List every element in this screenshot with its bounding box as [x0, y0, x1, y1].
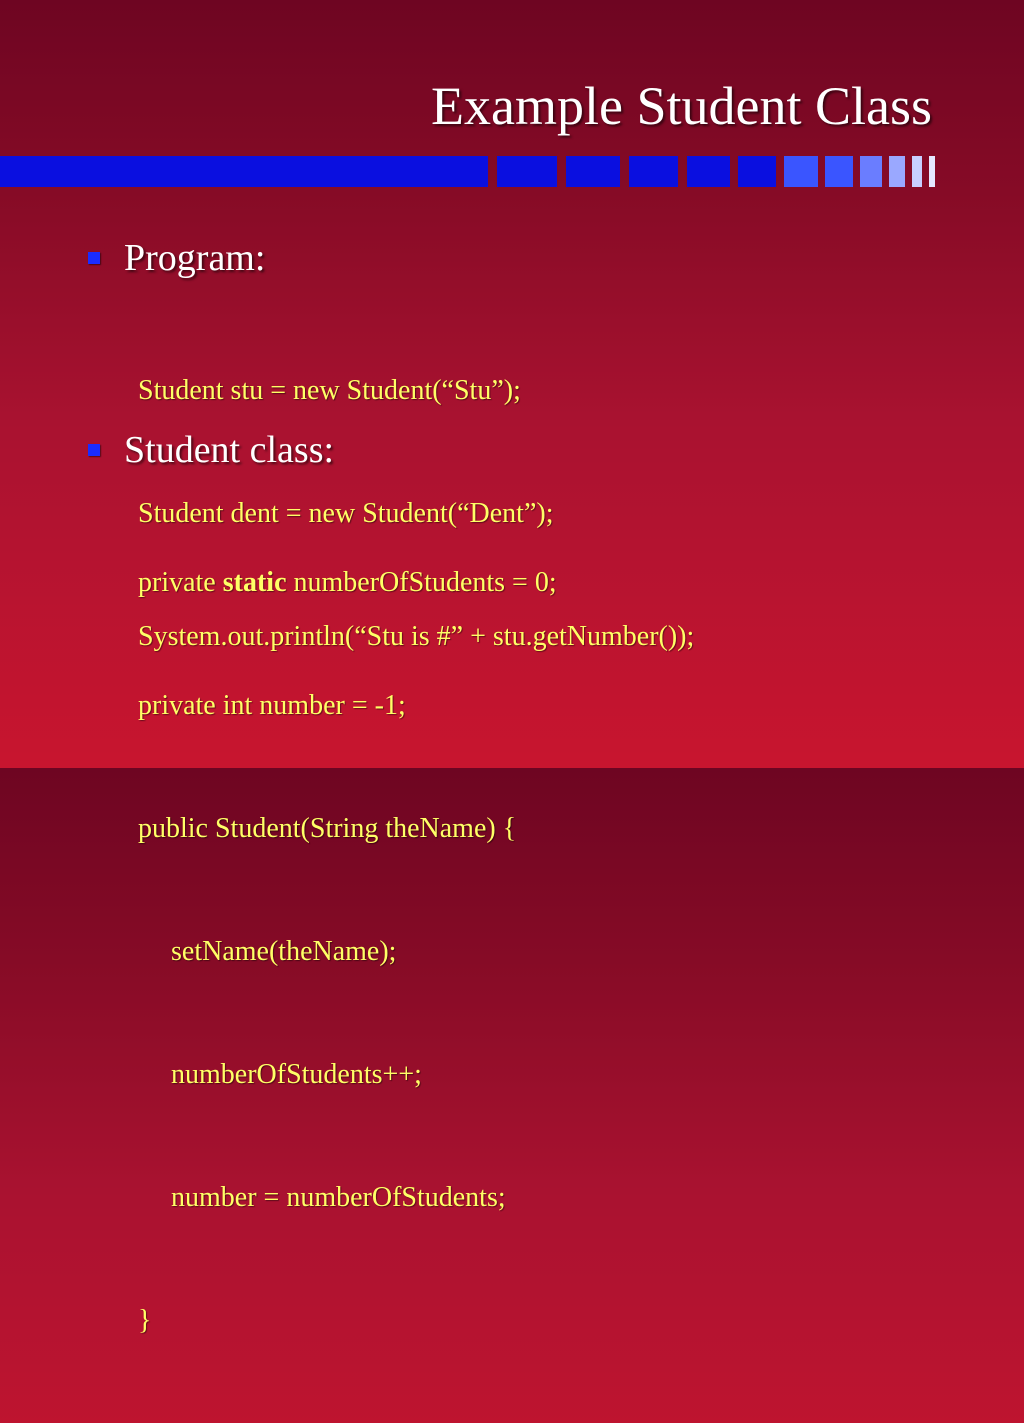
code-text: private — [138, 567, 223, 598]
code-line: Student stu = new Student(“Stu”); — [138, 375, 521, 406]
bar-segment — [738, 156, 776, 187]
code-text: numberOfStudents = 0; — [286, 567, 557, 598]
bar-segment — [497, 156, 557, 187]
slide-title: Example Student Class — [431, 76, 932, 136]
bar-segment — [0, 156, 488, 187]
code-line: Student dent = new Student(“Dent”); — [138, 498, 554, 529]
bar-segment — [687, 156, 730, 187]
bar-segment — [860, 156, 882, 187]
code-line: number = numberOfStudents; — [171, 1182, 506, 1213]
bar-segment — [929, 156, 935, 187]
bar-segment — [825, 156, 853, 187]
student-class-code-block — [138, 480, 557, 1423]
code-line: public Student(String theName) { — [138, 813, 517, 844]
square-bullet-icon — [88, 252, 100, 264]
static-keyword: static — [222, 567, 287, 598]
code-line: private int number = -1; — [138, 690, 406, 721]
bar-segment — [889, 156, 905, 187]
code-line: System.out.println(“Stu is #” + stu.getNumber()); — [138, 621, 695, 652]
code-line: setName(theName); — [171, 936, 397, 967]
bar-segment — [629, 156, 678, 187]
square-bullet-icon — [88, 444, 100, 456]
bar-segment — [566, 156, 620, 187]
bullet-heading: Student class: — [124, 429, 335, 471]
code-line: numberOfStudents++; — [171, 1059, 422, 1090]
bar-segment — [784, 156, 818, 187]
code-line: } — [138, 1305, 152, 1336]
bullet-program — [88, 236, 265, 280]
bullet-student-class — [88, 428, 334, 472]
code-line — [138, 562, 557, 603]
bullet-heading: Program: — [124, 237, 266, 279]
bar-segment — [912, 156, 922, 187]
